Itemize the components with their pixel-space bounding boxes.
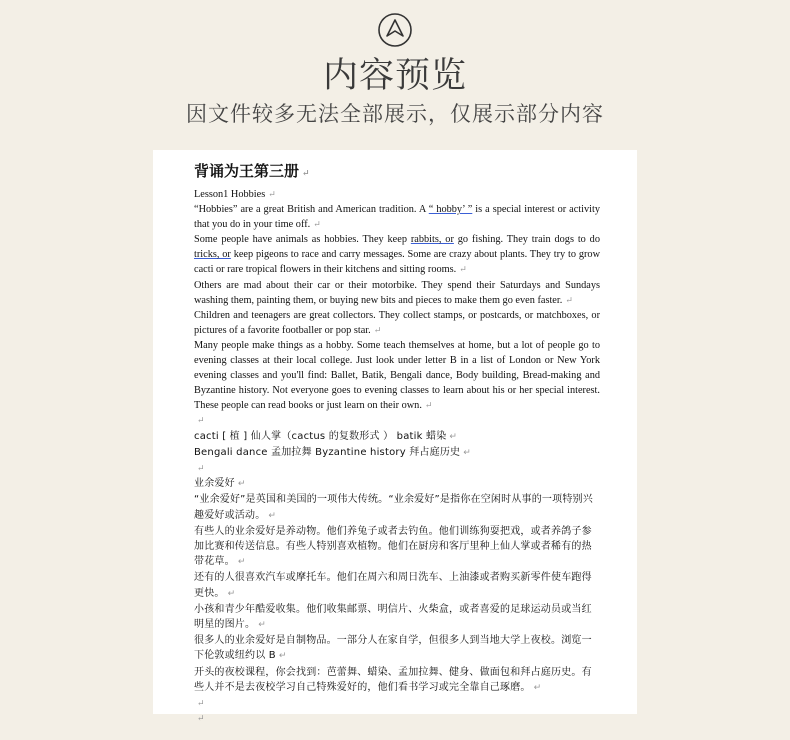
page-subtitle: 因文件较多无法全部展示，仅展示部分内容 bbox=[186, 102, 604, 126]
chinese-paragraph: 开头的夜校课程，你会找到：芭蕾舞、蜡染、孟加拉舞、健身、做面包和拜占庭历史。有些人并不是去夜校学习自己特殊爱好的，他们看书学习或完全靠自己琢磨。 ↵ bbox=[194, 666, 592, 693]
document-preview bbox=[153, 150, 637, 724]
chinese-paragraph: 有些人的业余爱好是养动物。他们养兔子或者去钓鱼。他们训练狗耍把戏，或者养鸽子参加比赛和传送信息。有些人特别喜欢植物。他们在厨房和客厅里种上仙人掌或者稀有的热带花草。 ↵ bbox=[194, 525, 592, 568]
blank-line: ↵ bbox=[197, 463, 205, 473]
paragraph: Others are mad about their car or their motorbike. They spend their Saturdays and Sundays washing them, painting them, or buying new bits and pieces to make them go even faster. ↵ bbox=[194, 279, 600, 306]
document-body bbox=[194, 187, 600, 726]
lesson-heading: Lesson1 Hobbies ↵ bbox=[194, 189, 276, 200]
chinese-paragraph: 很多人的业余爱好是自制物品。一部分人在家自学，但很多人到当地大学上夜校。浏览一下伦敦或纽约以 B ↵ bbox=[194, 635, 592, 662]
blank-line: ↵ bbox=[197, 415, 205, 426]
paragraph: “Hobbies” are a great British and American tradition. A “ hobby’ ” is a special interest or activity that you do in your time off. ↵ bbox=[194, 204, 601, 231]
chinese-paragraph: 还有的人很喜欢汽车或摩托车。他们在周六和周日洗车、上油漆或者购买新零件使车跑得更快。 ↵ bbox=[194, 572, 592, 599]
chinese-heading: 业余爱好 ↵ bbox=[194, 478, 246, 490]
chinese-paragraph: 小孩和青少年酷爱收集。他们收集邮票、明信片、火柴盒，或者喜爱的足球运动员或当红明星的图片。 ↵ bbox=[194, 603, 592, 631]
blank-line: ↵ bbox=[197, 698, 205, 709]
paragraph: Some people have animals as hobbies. They keep rabbits, or go fishing. They train dogs to do tricks, or keep pigeons to race and carry messages. Some are crazy about plants. They try to grow cacti or rare tropical flowers in their kitchens and sitting rooms. ↵ bbox=[194, 234, 601, 276]
chinese-paragraph: “业余爱好”是英国和美国的一项伟大传统。“业余爱好”是指你在空闲时从事的一项特别兴趣爱好或活动。 ↵ bbox=[194, 494, 593, 521]
paragraph: Many people make things as a hobby. Some teach themselves at home, but a lot of people go to evening classes at their local college. Just look under letter B in a list of London or New York evening classes and you'll find: Ballet, Batik, Bengali dance, Body building, Bread-making and Byzantine history. Not everyone goes to evening classes to learn about his or her special interest. These people can read books or just learn on their own. ↵ bbox=[194, 339, 600, 412]
vocab-line: Bengali dance 孟加拉舞 Byzantine history 拜占庭历史 ↵ bbox=[194, 446, 471, 458]
page-title: 内容预览 bbox=[322, 56, 467, 96]
paragraph: Children and teenagers are great collectors. They collect stamps, or postcards, or matchboxes, or pictures of a favorite footballer or pop star. ↵ bbox=[194, 309, 600, 336]
blank-line: ↵ bbox=[197, 713, 205, 724]
up-arrow-circle-icon bbox=[377, 12, 413, 48]
document-title: 背诵为王第三册 ↵ bbox=[194, 162, 310, 180]
vocab-line: cacti [ 植 ] 仙人掌（cactus 的复数形式 ） batik 蜡染 ↵ bbox=[194, 430, 458, 442]
